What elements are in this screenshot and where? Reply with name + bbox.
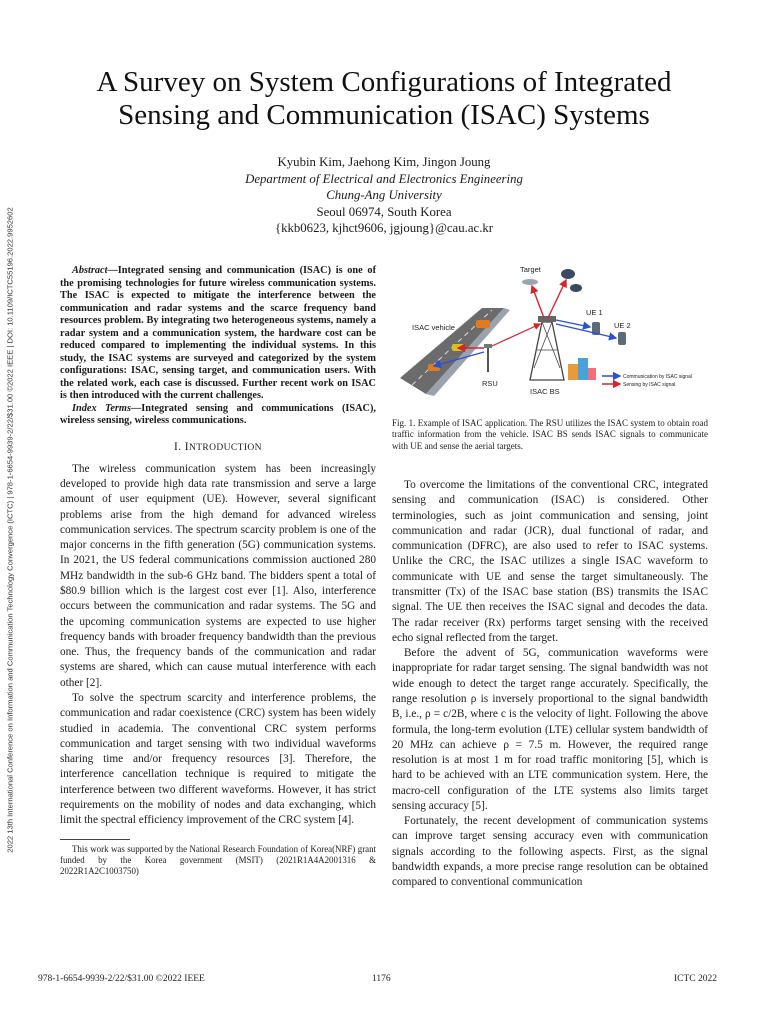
left-column bbox=[60, 265, 376, 877]
label-ue2: UE 2 bbox=[614, 321, 631, 330]
paper-title bbox=[40, 66, 728, 132]
paragraph-2: To solve the spectrum scarcity and interference problems, the communication and radar coexistence (CRC) system has been widely studied in academia. The conventional CRC system performs communication and target sensing with two individual waveforms sharing time and/or frequency resources [3]. Therefore, the interference cancellation technique is required to mitigate the interference between two different waveforms. However, it has strict requirements on the mobility of nodes and data exchanging, which limit the spectral efficiency improvement of the CRC system [4]. bbox=[60, 692, 376, 827]
footnote-rule bbox=[60, 839, 130, 840]
figure-isac-application bbox=[392, 260, 708, 412]
paragraph-4: Before the advent of 5G, communication waveforms were inappropriate for radar target sensing. The signal bandwidth was not wide enough to detect the target range accurately. Specifically, the range resolution ρ is inversely proportional to the signal bandwidth B, i.e., ρ = c/2B, where c is the velocity of light. Following the above formula, the long-term evolution (LTE) cellular system bandwidth of 20 MHz can achieve ρ = 7.5 m. However, the required range resolution is at most 1 m for road traffic monitoring [5], which is hard to be achieved with an LTE communication system. Here, the macro-cell configuration of the LTE systems also limits target sensing accuracy [5]. bbox=[392, 647, 708, 812]
label-isac-bs: ISAC BS bbox=[530, 387, 560, 396]
paragraph-3: To overcome the limitations of the conventional CRC, integrated sensing and communication (ISAC) is considered. Other terminologies, such as joint communication and sensing, joint communication and radar (JCR), dual functional of radar, and communication (DFRC), are also used to refer to ISAC systems. Unlike the CRC, the ISAC utilizes a single ISAC waveform to communicate with UE and sense the target simultaneously. The transmitter (Tx) of the ISAC base station (BS) transmits the ISAC signal. The UE then receives the ISAC signal and decodes the data. The radar receiver (Rx) performs target sensing with the received echo signal reflected from the target. bbox=[392, 479, 708, 644]
building-icon bbox=[568, 358, 596, 380]
affiliation-university: Chung-Ang University bbox=[326, 188, 442, 202]
label-rsu: RSU bbox=[482, 379, 498, 388]
legend-communication: Communication by ISAC signal bbox=[623, 374, 692, 380]
legend-sensing: Sensing by ISAC signal bbox=[623, 382, 676, 388]
index-terms-text: —Integrated sensing and communications (ISAC), wireless sensing, wireless communications. bbox=[60, 402, 376, 426]
author-block bbox=[40, 154, 728, 237]
right-column bbox=[392, 478, 708, 891]
affiliation-address: Seoul 06974, South Korea bbox=[316, 204, 452, 219]
section-title-rest: NTRODUCTION bbox=[188, 442, 262, 453]
author-names: Kyubin Kim, Jaehong Kim, Jingon Joung bbox=[277, 155, 491, 169]
section-title-initial: I bbox=[184, 440, 189, 453]
footer-page-number: 1176 bbox=[372, 974, 391, 984]
section-heading bbox=[60, 440, 376, 456]
label-ue1: UE 1 bbox=[586, 308, 603, 317]
paragraph-5: Fortunately, the recent development of communication systems can improve target sensing accuracy even with communication signals according to the following aspects. First, as the signal bandwidth expands, a more precise range resolution can be obtained compared to conventional communication bbox=[392, 815, 708, 889]
footer-copyright: 978-1-6654-9939-2/22/$31.00 ©2022 IEEE bbox=[38, 974, 205, 984]
paragraph-1: The wireless communication system has been increasingly developed to provide high data rate transmission and serve a large amount of user equipment (UE). However, several significant problems arise from the high demand for advanced wireless communication services. The spectrum scarcity problem is one of the major concerns in the fifth generation (5G) communication systems. In 2021, the US federal communications commission auctioned 280 MHz bandwidth in the sub-6 GHz band. The bidders spent a total of $80.9 billion which is the largest cost ever [1]. Also, interference occurs between the communication and radar systems. The 5G and the upcoming communication systems are expected to use higher frequency bands with broader frequency bandwidth than the previous one. Thus, the frequency bands of the communication and radar systems are shared, which can cause mutual interference with each other [2]. bbox=[60, 462, 376, 689]
figure-legend bbox=[602, 374, 692, 388]
abstract-text: —Integrated sensing and communication (ISAC) is one of the promising technologies for future wireless communication systems. The ISAC is expected to mitigate the interference between the communication and radar systems and the scarce frequency band resources problem. By integrating two heterogeneous systems, namely a radar system and a communication system, the hardware cost can be reduced compared to implementing the individual systems. In this study, the ISAC systems are surveyed and categorized by the system configurations: ISAC, sensing target, and communication users. With the related work, each case is discussed. Further recent work on ISAC is then introduced with the current challenges. bbox=[60, 265, 376, 401]
abstract-label: Abstract bbox=[72, 265, 108, 276]
footer-venue: ICTC 2022 bbox=[674, 974, 718, 984]
index-terms bbox=[60, 403, 376, 428]
section-number: I. bbox=[174, 440, 182, 453]
footnote: This work was supported by the National Research Foundation of Korea(NRF) grant funded by the Korea government (MSIT) (2021R1A4A2001316 & 2022R1A2C1003750) bbox=[60, 843, 376, 876]
abstract bbox=[60, 265, 376, 403]
label-target: Target bbox=[520, 265, 541, 274]
label-isac-vehicle: ISAC vehicle bbox=[412, 323, 455, 332]
author-emails: {kkb0623, kjhct9606, jgjoung}@cau.ac.kr bbox=[274, 221, 494, 235]
figure-caption: Fig. 1. Example of ISAC application. The RSU utilizes the ISAC system to obtain road traffic information from the vehicle. ISAC BS sends ISAC signals to communicate with UE and sense the aerial targets. bbox=[392, 418, 708, 451]
affiliation-department: Department of Electrical and Electronics Engineering bbox=[245, 171, 523, 186]
index-terms-label: Index Terms bbox=[72, 402, 131, 414]
title-line-1: A Survey on System Configurations of Integrated bbox=[96, 66, 672, 98]
side-note bbox=[2, 145, 18, 915]
side-note-text: 2022 13th International Conference on Information and Communication Technology Convergence (ICTC) | 978-1-6654-9939-2/22/$31.00 ©2022 IEEE | DOI: 10.1109/ICTC55196.2022.9952602 bbox=[5, 207, 15, 853]
title-line-2: Sensing and Communication (ISAC) Systems bbox=[118, 99, 650, 131]
rsu-icon bbox=[484, 344, 492, 372]
